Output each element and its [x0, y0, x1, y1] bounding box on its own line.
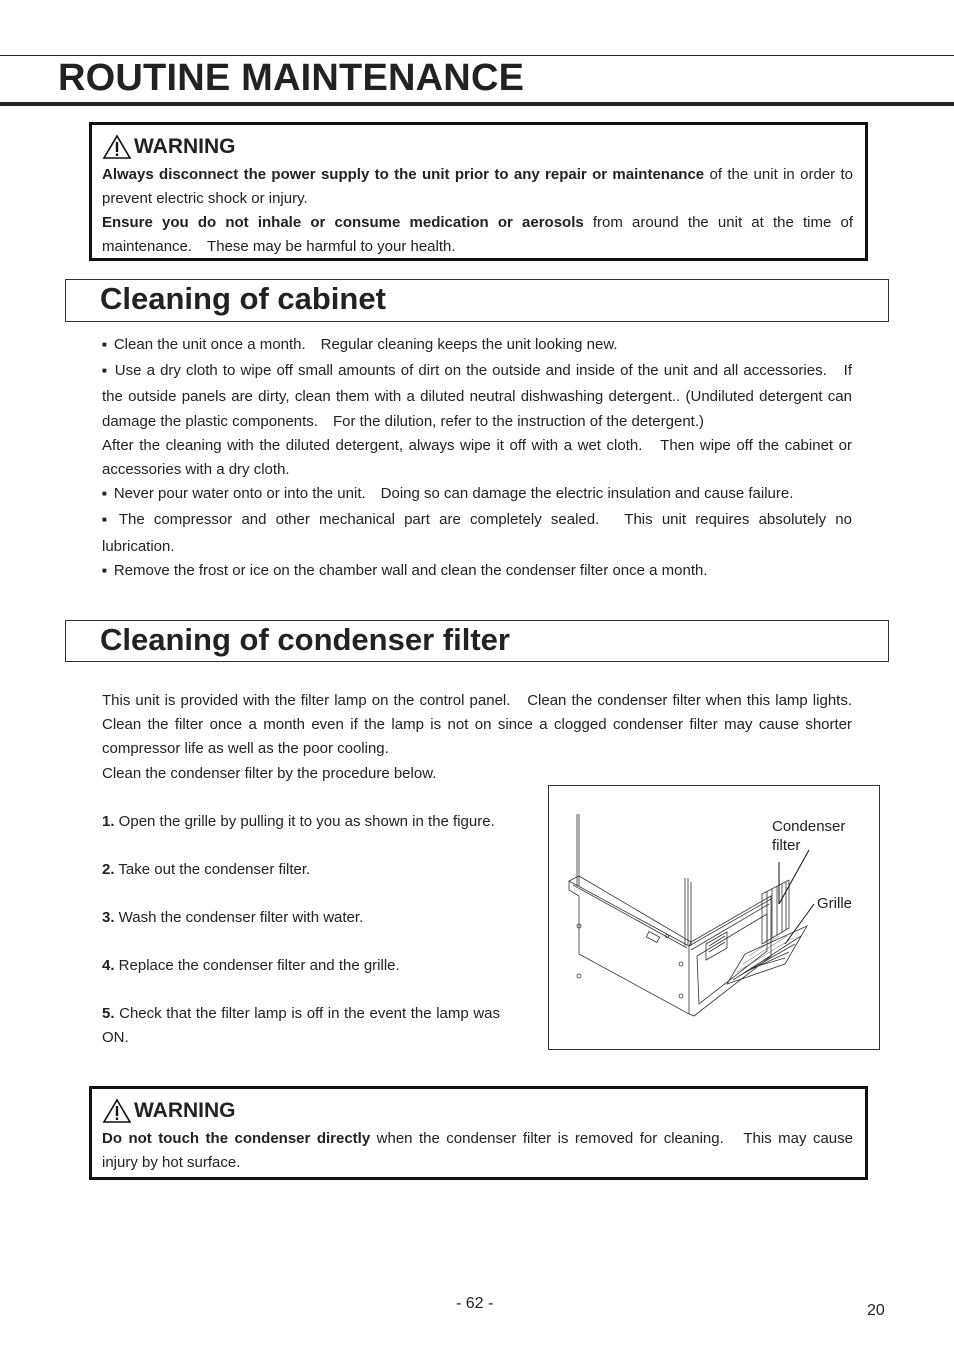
step-3: [102, 906, 500, 930]
step-4-text: Replace the condenser filter and the grille.: [114, 957, 400, 974]
step-5: [102, 1002, 500, 1050]
label-condenser-line-1: Condenser: [772, 818, 846, 835]
step-1-text: Open the grille by pulling it to you as shown in the figure.: [114, 813, 495, 830]
warning-bottom-paragraph: [102, 1127, 853, 1175]
warning-box-bottom: [89, 1086, 868, 1180]
step-5-number: 5.: [102, 1005, 115, 1022]
step-3-text: Wash the condenser filter with water.: [114, 909, 364, 926]
page-title: ROUTINE MAINTENANCE: [58, 57, 525, 99]
step-4: [102, 954, 500, 978]
top-rule: [0, 55, 954, 56]
step-2-number: 2.: [102, 861, 115, 878]
page-number-center: - 62 -: [456, 1295, 494, 1312]
cabinet-bullet-4: ■ The compressor and other mechanical part are completely sealed. This unit requires absolutely no lubrication.: [102, 508, 852, 558]
label-condenser-filter: [772, 817, 845, 855]
condenser-intro-paragraph: This unit is provided with the filter lamp on the control panel. Clean the condenser filter when this lamp lights. Clean the filter once a month even if the lamp is not on since a clogged condenser filter may cause shorter compressor life as well as the poor cooling.: [102, 692, 868, 758]
condenser-figure: [548, 785, 880, 1050]
cabinet-paragraph-after: After the cleaning with the diluted detergent, always wipe it off with a wet cloth. Then wipe off the cabinet or accessories with a dry cloth.: [102, 436, 852, 479]
warning-triangle-icon: [102, 1098, 132, 1124]
step-5-text: Check that the filter lamp is off in the event the lamp was ON.: [102, 1005, 500, 1046]
warning-triangle-icon: [102, 134, 132, 160]
warning-bold-1: Always disconnect the power supply to the unit prior to any repair or maintenance: [102, 166, 705, 183]
section-title-condenser: Cleaning of condenser filter: [100, 622, 510, 657]
section-header-cabinet: [65, 279, 889, 322]
warning-bottom-bold: Do not touch the condenser directly: [102, 1130, 371, 1147]
cabinet-bullet-2: ■ Use a dry cloth to wipe off small amounts of dirt on the outside and inside of the unit and all accessories. If the outside panels are dirty, clean them with a diluted neutral dishwashing detergent.. (Undiluted detergent can damage the plastic components. For the dilution, refer to the instruction of the detergent.): [102, 359, 852, 434]
condenser-intro: [102, 689, 868, 786]
warning-heading-bottom-text: WARNING: [134, 1099, 236, 1122]
warning-bottom-text: when the condenser filter is removed for cleaning. This may cause injury by hot surface.: [102, 1130, 853, 1171]
page-number-right: 20: [867, 1302, 885, 1319]
step-4-number: 4.: [102, 957, 115, 974]
section-header-condenser: [65, 620, 889, 662]
warning-paragraph-1: [102, 163, 853, 211]
cabinet-bullet-3: ■ Never pour water onto or into the unit. Doing so can damage the electric insulation and cause failure.: [102, 482, 852, 508]
condenser-procedure-line: Clean the condenser filter by the procedure below.: [102, 764, 437, 782]
cabinet-body: [102, 333, 852, 585]
warning-bold-2: Ensure you do not inhale or consume medication or aerosols: [102, 214, 584, 231]
cabinet-bullet-1: ■ Clean the unit once a month. Regular cleaning keeps the unit looking new.: [102, 333, 852, 359]
title-rule: [0, 102, 954, 106]
warning-heading: [102, 133, 853, 161]
warning-text-2: from around the unit at the time of maintenance. These may be harmful to your health.: [102, 214, 853, 255]
warning-paragraph-2: [102, 211, 853, 259]
step-2-text: Take out the condenser filter.: [114, 861, 311, 878]
step-1-number: 1.: [102, 813, 115, 830]
label-grille: Grille: [817, 895, 853, 912]
section-title-cabinet: Cleaning of cabinet: [100, 281, 386, 316]
warning-text-1: of the unit in order to prevent electric shock or injury.: [102, 166, 853, 207]
step-2: [102, 858, 500, 882]
warning-heading-bottom: [102, 1097, 853, 1125]
condenser-steps: [102, 810, 500, 1074]
warning-heading-text: WARNING: [134, 135, 236, 158]
step-1: [102, 810, 500, 834]
label-condenser-line-2: filter: [772, 837, 801, 854]
step-3-number: 3.: [102, 909, 115, 926]
cabinet-bullet-5: ■ Remove the frost or ice on the chamber wall and clean the condenser filter once a month.: [102, 559, 852, 585]
warning-box-top: [89, 122, 868, 261]
